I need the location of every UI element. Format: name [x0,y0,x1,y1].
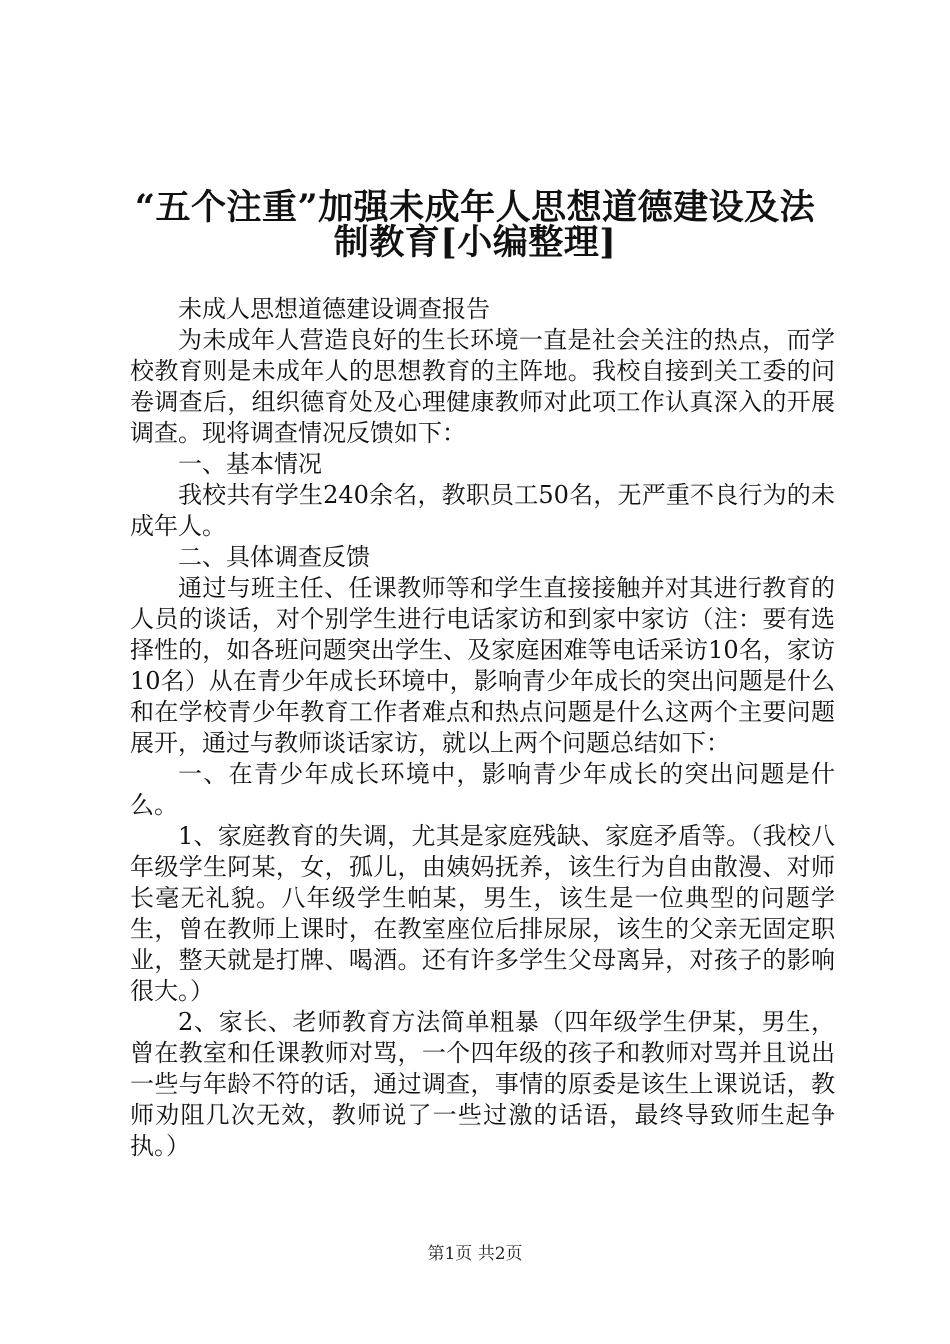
subsection-heading-issues: 一、在青少年成长环境中，影响青少年成长的突出问题是什么。 [130,760,835,819]
paragraph-intro: 为未成年人营造良好的生长环境一直是社会关注的热点，而学校教育则是未成年人的思想教育的主阵地。我校自接到关工委的问卷调查后，组织德育处及心理健康教师对此项工作认真深入的开展调查。现将调查情况反馈如下： [130,326,835,447]
document-title-line-1: “五个注重”加强未成年人思想道德建设及法 [134,187,816,228]
section-heading-feedback: 二、具体调查反馈 [178,543,370,571]
document-body [130,294,835,1162]
paragraph-basic: 我校共有学生240余名，教职员工50名，无严重不良行为的未成年人。 [130,481,835,540]
document-title-line-2: 制教育[小编整理] [333,222,617,263]
paragraph-feedback: 通过与班主任、任课教师等和学生直接接触并对其进行教育的人员的谈话，对个别学生进行电话家访和到家中家访（注：要有选择性的，如各班问题突出学生、及家庭困难等电话采访10名，家访10名）从在青少年成长环境中，影响青少年成长的突出问题是什么和在学校青少年教育工作者难点和热点问题是什么这两个主要问题展开，通过与教师谈话家访，就以上两个问题总结如下： [130,574,835,757]
section-heading-basic: 一、基本情况 [178,450,322,478]
paragraph-item-2: 2、家长、老师教育方法简单粗暴（四年级学生伊某，男生，曾在教室和任课教师对骂，一个四年级的孩子和教师对骂并且说出一些与年龄不符的话，通过调查，事情的原委是该生上课说话，教师劝阻几次无效，教师说了一些过激的话语，最终导致师生起争执。） [130,1008,835,1160]
report-heading: 未成人思想道德建设调查报告 [178,295,490,323]
page-number-footer: 第1页 共2页 [427,1244,523,1264]
paragraph-item-1: 1、家庭教育的失调，尤其是家庭残缺、家庭矛盾等。（我校八年级学生阿某，女，孤儿，由姨妈抚养，该生行为自由散漫、对师长毫无礼貌。八年级学生帕某，男生，该生是一位典型的问题学生，曾在教师上课时，在教室座位后排尿尿，该生的父亲无固定职业，整天就是打牌、喝酒。还有许多学生父母离异，对孩子的影响很大。） [130,822,835,1005]
